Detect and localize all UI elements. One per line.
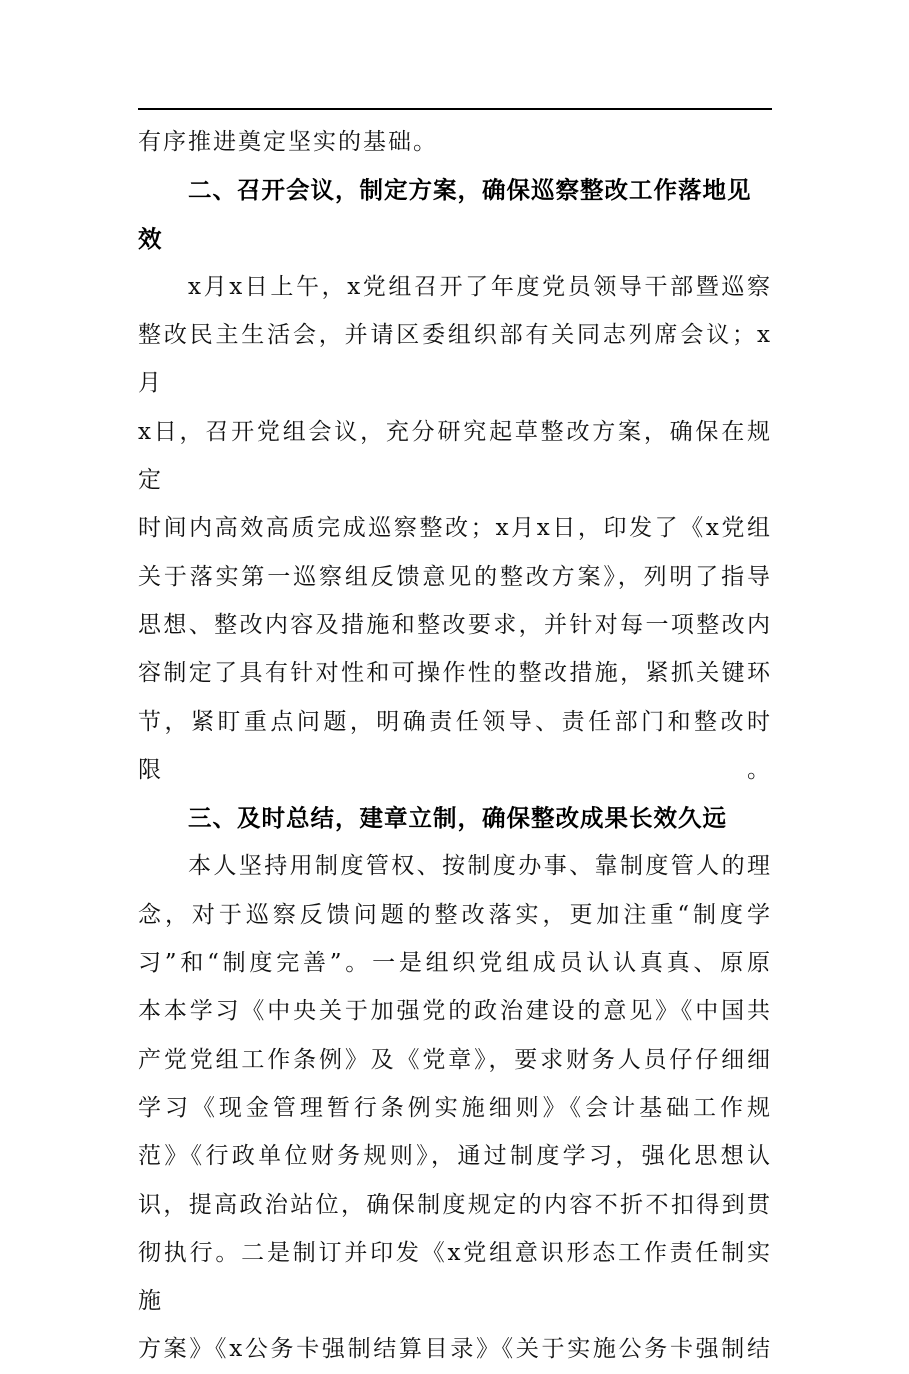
heading-line: 三、及时总结，建章立制，确保整改成果长效久远 bbox=[188, 804, 727, 833]
text-line: 方案》《x公务卡强制结算目录》《关于实施公务卡强制结 bbox=[138, 1336, 772, 1363]
section-heading-3 bbox=[138, 794, 772, 842]
text-line: x日，召开党组会议，充分研究起草整改方案，确保在规定 bbox=[138, 418, 772, 494]
text-line: 范》《行政单位财务规则》，通过制度学习，强化思想认 bbox=[138, 1143, 772, 1170]
text-line: 念，对于巡察反馈问题的整改落实，更加注重“制度学 bbox=[138, 901, 772, 928]
text-line: 本本学习《中央关于加强党的政治建设的意见》《中国共 bbox=[138, 998, 772, 1025]
paragraph-3 bbox=[138, 842, 772, 1373]
text-line: 学习《现金管理暂行条例实施细则》《会计基础工作规 bbox=[138, 1094, 772, 1121]
text-line: 本人坚持用制度管权、按制度办事、靠制度管人的理 bbox=[188, 853, 772, 880]
text-line: 整改民主生活会，并请区委组织部有关同志列席会议；x月 bbox=[138, 322, 772, 397]
text-line: 容制定了具有针对性和可操作性的整改措施，紧抓关键环 bbox=[138, 660, 772, 687]
text-line: 关于落实第一巡察组反馈意见的整改方案》，列明了指导 bbox=[138, 563, 772, 590]
text-line: 产党党组工作条例》及《党章》，要求财务人员仔仔细细 bbox=[138, 1046, 772, 1073]
text-line: x月x日上午，x党组召开了年度党员领导干部暨巡察 bbox=[188, 273, 772, 300]
text-line: 节，紧盯重点问题，明确责任领导、责任部门和整改时限。 bbox=[138, 708, 772, 783]
heading-line: 二、召开会议，制定方案，确保巡察整改工作落地见 bbox=[188, 176, 752, 205]
text-line: 习”和“制度完善”。一是组织党组成员认认真真、原原 bbox=[138, 950, 772, 977]
header-rule bbox=[138, 108, 772, 110]
text-line: 彻执行。二是制订并印发《x党组意识形态工作责任制实施 bbox=[138, 1239, 772, 1315]
continuation-text bbox=[138, 118, 772, 166]
text-line: 时间内高效高质完成巡察整改；x月x日，印发了《x党组 bbox=[138, 515, 772, 542]
text-line: 有序推进奠定坚实的基础。 bbox=[138, 129, 438, 155]
heading-line: 效 bbox=[138, 224, 163, 253]
section-heading-2 bbox=[138, 166, 772, 263]
document-body bbox=[138, 118, 772, 1374]
text-line: 识，提高政治站位，确保制度规定的内容不折不扣得到贯 bbox=[138, 1191, 772, 1218]
text-line: 思想、整改内容及措施和整改要求，并针对每一项整改内 bbox=[138, 611, 772, 638]
paragraph-2 bbox=[138, 263, 772, 794]
